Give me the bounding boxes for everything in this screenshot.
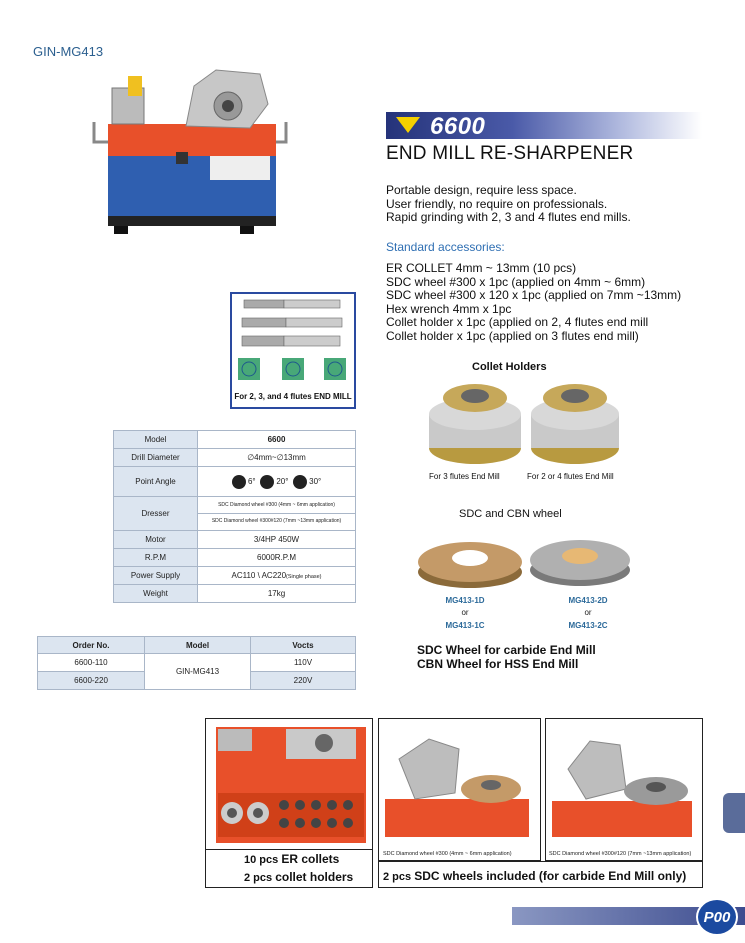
wheel-description-line: CBN Wheel for HSS End Mill [417, 657, 579, 671]
product-name: END MILL RE-SHARPENER [386, 143, 634, 164]
model-number: 6600 [430, 113, 486, 140]
model-code: GIN-MG413 [33, 44, 104, 59]
holders-item: collet holders [275, 870, 354, 884]
spec-value: 17kg [198, 585, 356, 603]
wheel-code: MG413-1C [445, 621, 485, 630]
end-mill-caption: For 2, 3, and 4 flutes END MILL [234, 392, 352, 401]
page-number: P00 [703, 909, 731, 926]
order-number: 6600-220 [38, 672, 145, 690]
spec-value: ∅4mm~∅13mm [198, 449, 356, 467]
collet-holders-title: Collet Holders [472, 361, 547, 373]
wheels-included-qty: 2 pcs [383, 871, 412, 883]
collets-caption [206, 849, 372, 888]
wheel-code: MG413-2C [568, 621, 608, 630]
point-angle-cell [198, 467, 356, 497]
wheels-title: SDC and CBN wheel [459, 508, 562, 520]
wheel-code: MG413-1D [445, 596, 485, 605]
order-model: GIN-MG413 [145, 654, 251, 690]
wheel-photo-caption: SDC Diamond wheel #300 (4mm ~ 6mm application) [383, 851, 512, 857]
spec-value: 6600 [198, 431, 356, 449]
power-note: (Single phase) [286, 574, 322, 580]
spec-label: Dresser [114, 497, 198, 531]
spec-label: Drill Diameter [114, 449, 198, 467]
spec-label: Power Supply [114, 567, 198, 585]
dresser-value: SDC Diamond wheel #300 (4mm ~ 6mm application) [198, 498, 355, 514]
spec-label: R.P.M [114, 549, 198, 567]
order-header: Vocts [251, 637, 356, 654]
angle-icon [293, 475, 307, 489]
collet-caption: For 3 flutes End Mill [429, 472, 500, 481]
collets-photo-box [205, 718, 373, 888]
accessory-item: SDC wheel #300 x 120 x 1pc (applied on 7mm ~13mm) [386, 288, 682, 303]
holders-line [244, 870, 353, 884]
feature-item: Portable design, require less space. [386, 183, 577, 197]
page-number-badge [696, 898, 738, 936]
order-header: Order No. [38, 637, 145, 654]
triangle-marker-icon [396, 117, 420, 133]
wheel-photo-caption: SDC Diamond wheel #300#120 (7mm ~13mm application) [549, 851, 692, 857]
angle-value: 6° [247, 476, 256, 486]
accessories-heading: Standard accessories: [386, 240, 505, 254]
model-title-bar [386, 112, 702, 139]
holders-qty: 2 pcs [244, 872, 273, 884]
collets-qty: 10 pcs [244, 854, 279, 866]
wheels-included-text: SDC wheels included (for carbide End Mill only) [414, 869, 687, 883]
accessory-item: Collet holder x 1pc (applied on 2, 4 flutes end mill [386, 315, 649, 330]
collet-caption: For 2 or 4 flutes End Mill [527, 472, 614, 481]
spec-label: Model [114, 431, 198, 449]
side-tab [723, 793, 745, 833]
spec-value: 6000R.P.M [198, 549, 356, 567]
wheels-image [414, 532, 634, 592]
order-number: 6600-110 [38, 654, 145, 672]
wheel-description [417, 643, 596, 671]
wheel-photo-large [546, 719, 702, 845]
order-volts: 220V [251, 672, 356, 690]
order-header: Model [145, 637, 251, 654]
feature-item: Rapid grinding with 2, 3 and 4 flutes end mills. [386, 210, 631, 224]
angle-icon [260, 475, 274, 489]
accessory-item: SDC wheel #300 x 1pc (applied on 4mm ~ 6mm) [386, 274, 646, 289]
order-volts: 110V [251, 654, 356, 672]
spec-table [113, 430, 356, 603]
end-mill-drawing [232, 294, 354, 384]
end-mill-image-box [230, 292, 356, 409]
wheels-included-caption [378, 861, 703, 888]
spec-value: AC110 \ AC220 [231, 571, 287, 580]
angle-value: 20° [276, 476, 289, 486]
wheel-description-line: SDC Wheel for carbide End Mill [417, 643, 596, 657]
spec-label: Motor [114, 531, 198, 549]
accessory-item: Hex wrench 4mm x 1pc [386, 301, 512, 316]
spec-label: Point Angle [114, 467, 198, 497]
accessory-item: ER COLLET 4mm ~ 13mm (10 pcs) [386, 261, 577, 275]
spec-label: Weight [114, 585, 198, 603]
spec-value: 3/4HP 450W [198, 531, 356, 549]
angle-value: 30° [309, 476, 322, 486]
wheel-photo-small-box [378, 718, 541, 861]
wheel-or: or [461, 608, 469, 617]
sharpener-machine-image [90, 66, 290, 242]
order-table [37, 636, 356, 690]
accessories-list [386, 262, 681, 344]
power-cell [198, 567, 356, 585]
wheel-code: MG413-2D [568, 596, 608, 605]
feature-item: User friendly, no require on professionals. [386, 196, 608, 211]
wheel-photo-large-box [545, 718, 703, 861]
dresser-cell [198, 497, 356, 531]
collet-holders-image [425, 376, 625, 470]
wheel-or: or [584, 608, 592, 617]
dresser-value: SDC Diamond wheel #300#120 (7mm ~13mm application) [211, 518, 342, 524]
angle-icon [232, 475, 246, 489]
collets-line [244, 852, 339, 866]
wheel-photo-small [379, 719, 540, 845]
wheels-included-line [383, 869, 686, 883]
accessory-item: Collet holder x 1pc (applied on 3 flutes end mill) [386, 328, 639, 343]
collets-photo [206, 719, 372, 847]
feature-list [386, 184, 631, 225]
collets-item: ER collets [281, 852, 340, 866]
